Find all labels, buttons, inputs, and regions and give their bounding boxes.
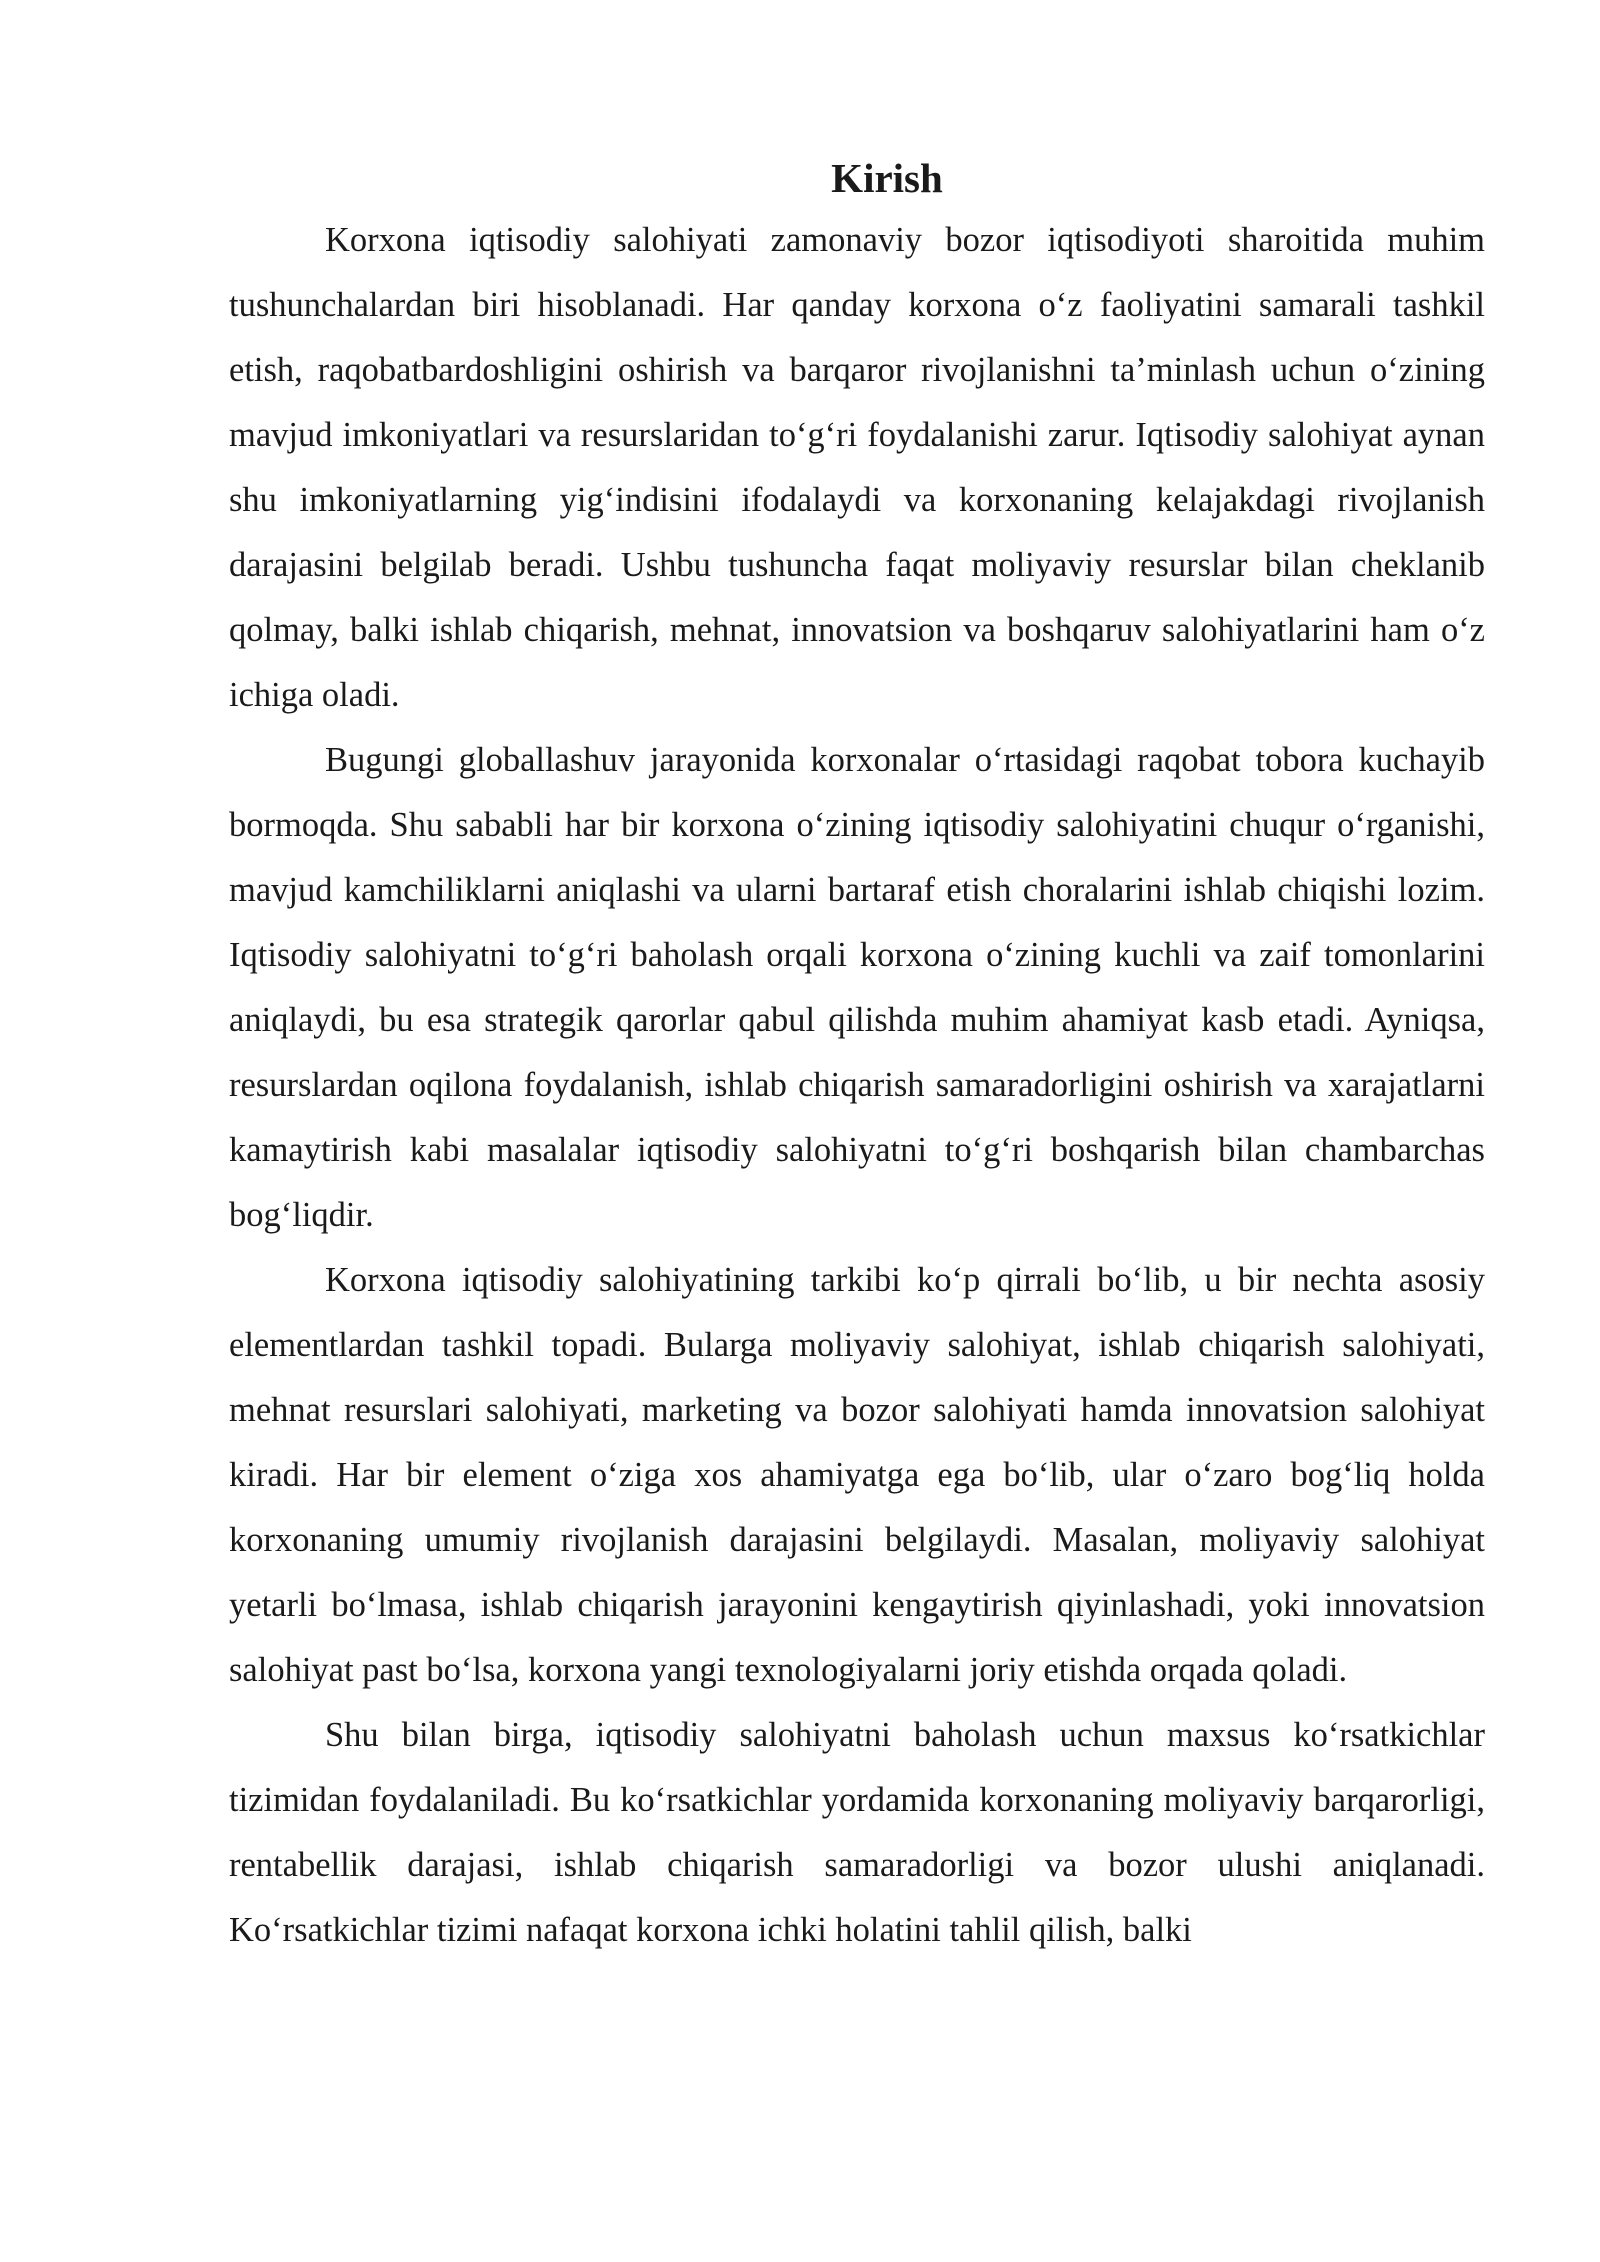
paragraph: Shu bilan birga, iqtisodiy salohiyatni baholash uchun maxsus ko‘rsatkichlar tizimidan foydalaniladi. Bu ko‘rsatkichlar yordamida korxonaning moliyaviy barqarorligi, rentabellik darajasi, ishlab chiqarish samaradorligi va bozor ulushi aniqlanadi. Ko‘rsatkichlar tizimi nafaqat korxona ichki holatini tahlil qilish, balki — [229, 1716, 1485, 1949]
document-title: Kirish — [831, 155, 943, 201]
paragraph: Korxona iqtisodiy salohiyatining tarkibi ko‘p qirrali bo‘lib, u bir nechta asosiy elementlardan tashkil topadi. Bularga moliyaviy salohiyat, ishlab chiqarish salohiyati, mehnat resurslari salohiyati, marketing va bozor salohiyati hamda innovatsion salohiyat kiradi. Har bir element o‘ziga xos ahamiyatga ega bo‘lib, ular o‘zaro bog‘liq holda korxonaning umumiy rivojlanish darajasini belgilaydi. Masalan, moliyaviy salohiyat yetarli bo‘lmasa, ishlab chiqarish jarayonini kengaytirish qiyinlashadi, yoki innovatsion salohiyat past bo‘lsa, korxona yangi texnologiyalarni joriy etishda orqada qoladi. — [229, 1261, 1485, 1689]
paragraph: Korxona iqtisodiy salohiyati zamonaviy bozor iqtisodiyoti sharoitida muhim tushunchalardan biri hisoblanadi. Har qanday korxona o‘z faoliyatini samarali tashkil etish, raqobatbardoshligini oshirish va barqaror rivojlanishni ta’minlash uchun o‘zining mavjud imkoniyatlari va resurslaridan to‘g‘ri foydalanishi zarur. Iqtisodiy salohiyat aynan shu imkoniyatlarning yig‘indisini ifodalaydi va korxonaning kelajakdagi rivojlanish darajasini belgilab beradi. Ushbu tushuncha faqat moliyaviy resurslar bilan cheklanib qolmay, balki ishlab chiqarish, mehnat, innovatsion va boshqaruv salohiyatlarini ham o‘z ichiga oladi. — [229, 221, 1485, 714]
paragraph: Bugungi globallashuv jarayonida korxonalar o‘rtasidagi raqobat tobora kuchayib bormoqda. Shu sababli har bir korxona o‘zining iqtisodiy salohiyatini chuqur o‘rganishi, mavjud kamchiliklarni aniqlashi va ularni bartaraf etish choralarini ishlab chiqishi lozim. Iqtisodiy salohiyatni to‘g‘ri baholash orqali korxona o‘zining kuchli va zaif tomonlarini aniqlaydi, bu esa strategik qarorlar qabul qilishda muhim ahamiyat kasb etadi. Ayniqsa, resurslardan oqilona foydalanish, ishlab chiqarish samaradorligini oshirish va xarajatlarni kamaytirish kabi masalalar iqtisodiy salohiyatni to‘g‘ri boshqarish bilan chambarchas bog‘liqdir. — [229, 741, 1485, 1234]
document-body — [229, 148, 1485, 1963]
